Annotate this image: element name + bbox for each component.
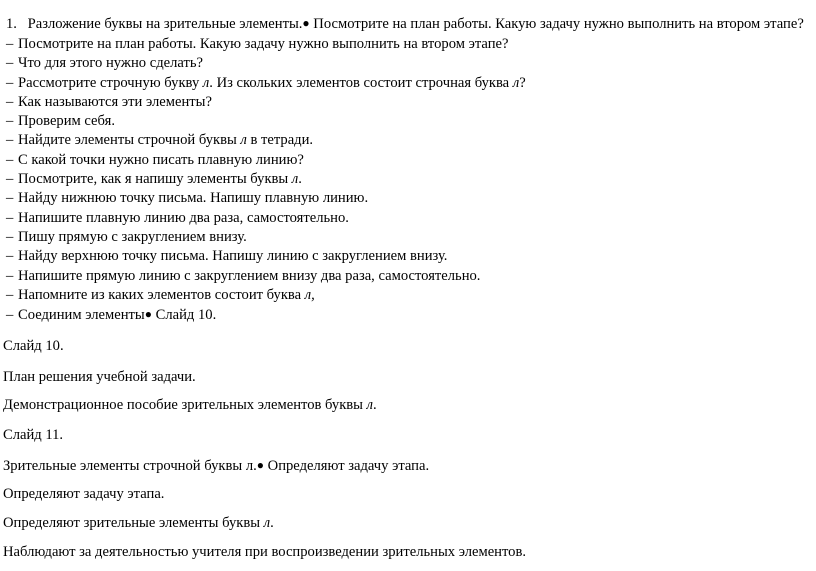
define-task-paragraph: Определяют задачу этапа. <box>3 486 165 502</box>
dash-list <box>6 35 526 324</box>
list-item: – С какой точки нужно писать плавную линию? <box>6 151 526 170</box>
list-item: – Напишите плавную линию два раза, самостоятельно. <box>6 209 526 228</box>
list-item: – Найдите элементы строчной буквы л в тетради. <box>6 131 526 150</box>
list-item: – Проверим себя. <box>6 112 526 131</box>
dash-icon: – <box>6 74 14 91</box>
list-item: – Как называются эти элементы? <box>6 93 526 112</box>
numbered-heading <box>6 14 804 34</box>
dash-icon: – <box>6 36 14 52</box>
dash-icon: – <box>6 132 14 149</box>
dash-icon: – <box>6 55 14 72</box>
list-item: – Посмотрите на план работы. Какую задачу нужно выполнить на втором этапе? <box>6 35 526 54</box>
dash-icon: – <box>6 307 14 324</box>
visual-elements-paragraph: Зрительные элементы строчной буквы л.● Определяют задачу этапа. <box>3 458 430 474</box>
plan-paragraph: План решения учебной задачи. <box>3 369 196 385</box>
list-item: – Пишу прямую с закруглением внизу. <box>6 228 526 247</box>
list-item: – Найду нижнюю точку письма. Напишу плавную линию. <box>6 189 526 208</box>
list-item: – Напомните из каких элементов состоит буква л, <box>6 286 526 305</box>
dash-icon: – <box>6 190 14 207</box>
dash-icon: – <box>6 209 14 226</box>
observe-paragraph: Наблюдают за деятельностью учителя при воспроизведении зрительных элементов. <box>3 544 527 560</box>
heading-text-after: Посмотрите на план работы. Какую задачу нужно выполнить на втором этапе? <box>309 16 804 32</box>
bullet-dot-icon: ● <box>256 458 265 472</box>
list-item: – Напишите прямую линию с закруглением внизу два раза, самостоятельно. <box>6 267 526 286</box>
list-item: – Соединим элементы● Слайд 10. <box>6 305 526 324</box>
list-item: – Посмотрите, как я напишу элементы буквы л. <box>6 170 526 189</box>
list-item: – Найду верхнюю точку письма. Напишу линию с закруглением внизу. <box>6 247 526 266</box>
dash-icon: – <box>6 267 14 284</box>
dash-icon: – <box>6 113 14 130</box>
dash-icon: – <box>6 286 14 303</box>
slide-10-label: Слайд 10. <box>3 338 64 354</box>
bullet-dot-icon: ● <box>144 307 152 322</box>
slide-11-label: Слайд 11. <box>3 427 64 443</box>
list-number: 1. <box>6 16 17 32</box>
demo-paragraph: Демонстрационное пособие зрительных элементов буквы л. <box>3 397 377 413</box>
list-item: – Рассмотрите строчную букву л. Из скольких элементов состоит строчная буква л? <box>6 74 526 93</box>
bullet-dot-icon: ● <box>302 16 310 30</box>
list-item: – Что для этого нужно сделать? <box>6 54 526 73</box>
dash-icon: – <box>6 93 14 110</box>
heading-text-before: Разложение буквы на зрительные элементы. <box>27 16 303 32</box>
dash-icon: – <box>6 171 14 188</box>
dash-icon: – <box>6 248 14 265</box>
dash-icon: – <box>6 151 14 168</box>
dash-icon: – <box>6 228 14 245</box>
define-elements-paragraph: Определяют зрительные элементы буквы л. <box>3 515 274 531</box>
